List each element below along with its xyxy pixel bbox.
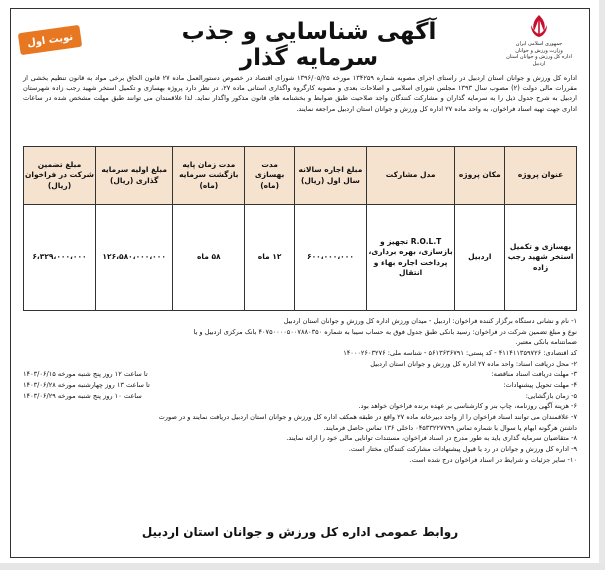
table-header-cell: مدت بهسازی (ماه) <box>245 147 295 205</box>
list-item-text: ۹- اداره کل ورزش و جوانان در رد یا قبول پیشنهادات مشارکت کنندگان مختار است. <box>348 445 577 454</box>
list-item-date: تا ساعت ۱۳ روز چهارشنبه مورخه ۱۴۰۳/۰۶/۲۸ <box>23 381 150 390</box>
table-header-row <box>24 147 577 205</box>
payback-period-cell: ۵۸ ماه <box>173 205 245 311</box>
project-table-wrap <box>23 146 577 311</box>
project-title-cell: بهسازی و تکمیل استخر شهید رجب زاده <box>505 205 577 311</box>
page-edge-strip <box>599 0 605 570</box>
annual-rent-cell: ۶۰۰،۰۰۰،۰۰۰ <box>295 205 367 311</box>
list-item-text: ۱- نام و نشانی دستگاه برگزار کننده فراخوان: اردبیل - میدان ورزش اداره کل ورزش و جوانان استان اردبیل <box>283 317 577 325</box>
renovation-period-cell: ۱۲ ماه <box>245 205 295 311</box>
logo-line-3: اداره کل ورزش و جوانان استان اردبیل <box>506 54 572 67</box>
list-item <box>23 369 577 380</box>
table-header-cell: عنوان پروژه <box>505 147 577 205</box>
project-location-cell: اردبیل <box>455 205 505 311</box>
first-notice-badge: نوبت اول <box>18 25 82 55</box>
table-header-cell: مدل مشارکت <box>366 147 454 205</box>
project-table <box>23 146 577 311</box>
ad-frame <box>10 8 590 558</box>
list-item <box>23 391 577 402</box>
conditions-list <box>23 316 577 465</box>
ministry-logo <box>499 13 579 67</box>
list-item <box>23 444 577 455</box>
list-item-text: ۱۰- سایر جزئیات و شرایط در اسناد فراخوان درج شده است. <box>409 455 577 464</box>
public-relations-footer: روابط عمومی اداره کل ورزش و جوانان استان اردبیل <box>141 525 459 539</box>
list-item <box>23 433 577 444</box>
list-item-text: ۲- محل دریافت اسناد: واحد ماده ۲۷ اداره کل ورزش و جوانان استان اردبیل <box>370 359 577 368</box>
ad-header <box>11 9 589 71</box>
list-item-text: ۷- علاقمندان می توانند اسناد فراخوان را از واحد دبیرخانه ماده ۲۷ واقع در طبقه همکف اداره کل ورزش و جوانان استان اردبیل دریافت نمایند و در صورت <box>158 413 577 422</box>
iran-emblem-icon <box>526 13 552 39</box>
list-item-text: ۶- هزینه آگهی روزنامه، چاپ بنر و کارشناسی بر عهده برنده فراخوان خواهد بود. <box>358 402 577 411</box>
list-item <box>23 359 577 370</box>
list-item-date: تا ساعت ۱۲ روز پنج شنبه مورخه ۱۴۰۳/۰۶/۱۵ <box>23 370 148 379</box>
list-item-text: ضمانتنامه بانکی معتبر. <box>515 338 577 347</box>
partnership-model-cell: R.O.L.T تجهیز و بازسازی، بهره برداری، پرداخت اجاره بهاء و انتقال <box>366 205 454 311</box>
list-item <box>23 327 577 338</box>
list-item <box>23 412 577 423</box>
list-item <box>23 337 577 348</box>
table-header-cell: مکان پروژه <box>455 147 505 205</box>
list-item <box>23 316 577 327</box>
ad-title: آگهی شناسایی و جذب سرمایه گذار <box>181 19 437 71</box>
list-item <box>23 455 577 466</box>
page-bottom-strip <box>0 563 605 570</box>
initial-investment-cell: ۱۲۶،۵۸۰،۰۰۰،۰۰۰ <box>95 205 172 311</box>
table-header-cell: مبلغ اولیه سرمایه گذاری (ریال) <box>95 147 172 205</box>
table-row <box>24 205 577 311</box>
list-item <box>23 348 577 359</box>
list-item-date: ساعت ۱۰ روز پنج شنبه مورخه ۱۴۰۳/۰۶/۲۹ <box>23 391 142 400</box>
logo-line-2: وزارت ورزش و جوانان <box>515 47 563 54</box>
table-header-cell: مدت زمان پایه بازگشت سرمایه (ماه) <box>173 147 245 205</box>
list-item <box>23 423 577 434</box>
table-header-cell: مبلغ اجاره سالانه سال اول (ریال) <box>295 147 367 205</box>
list-item-text: ۴- مهلت تحویل پیشنهادات: <box>503 381 577 390</box>
list-item-text: نوع و مبلغ تضمین شرکت در فراخوان: رسید بانکی طبق جدول فوق به حساب سیبا به شماره ۴۰۷۵۰۰۰۰۵۰۰۷۸۸۰۳۵۰ بانک مرکزی اردبیل و یا <box>193 327 577 336</box>
intro-paragraph: اداره کل ورزش و جوانان استان اردبیل در راستای اجرای مصوبه شماره ۱۳۴۲۵۹ مورخه ۱۳۹۶/۰۵/۲۵ شورای اقتصاد در خصوص دستورالعمل ماده ۲۷ قانون الحاق برخی مواد به قانون تنظیم بخشی از مقررات مالی دولت (۲) مصوب سال ۱۳۹۳ مجلس شورای اسلامی و اصلاحات بعدی و مصوبه کارگروه واگذاری استانی ماده ۲۷، در نظر دارد پروژه بهسازی و تکمیل استخر شهید رجب زاده شهرستان اردبیل به شرح جدول ذیل را به سرمایه گذاران و مشارکت کنندگان واجد صلاحیت طبق ضوابط و بخشنامه های قانون مذکور واگذار نماید. لذا علاقمندان می توانند طبق مهلت مشخص شده در ساعات اداری جهت تهیه اسناد فراخوان، به واحد ماده ۲۷ اداره کل ورزش و جوانان استان اردبیل مراجعه نمایند. <box>23 74 578 113</box>
table-header-cell: مبلغ تضمین شرکت در فراخوان (ریال) <box>24 147 96 205</box>
list-item-text: داشتن هرگونه ابهام یا سوال با شماره تماس ۰۴۵۳۳۲۲۷۷۹۹ داخلی ۱۳۶ تماس حاصل فرمایند. <box>323 423 577 432</box>
logo-line-1: جمهوری اسلامی ایران <box>515 41 563 47</box>
list-item-text: ۳- مهلت دریافت اسناد مناقصه: <box>491 370 577 379</box>
list-item-text: ۸- متقاضیان سرمایه گذاری باید به طور مدرج در اسناد فراخوان، مستندات توانایی مالی خود را ارائه نمایند. <box>286 434 577 443</box>
guarantee-amount-cell: ۶،۳۲۹،۰۰۰،۰۰۰ <box>24 205 96 311</box>
list-item <box>23 401 577 412</box>
list-item-text: کد اقتصادی: ۴۱۱۴۱۱۳۵۹۷۲۶ - کد پستی: ۵۶۱۳۶۳۶۷۹۱ - شناسه ملی: ۱۴۰۰۰۲۶۰۳۲۷۶ <box>343 349 577 358</box>
list-item-text: ۵- زمان بازگشایی: <box>525 391 577 400</box>
list-item <box>23 380 577 391</box>
